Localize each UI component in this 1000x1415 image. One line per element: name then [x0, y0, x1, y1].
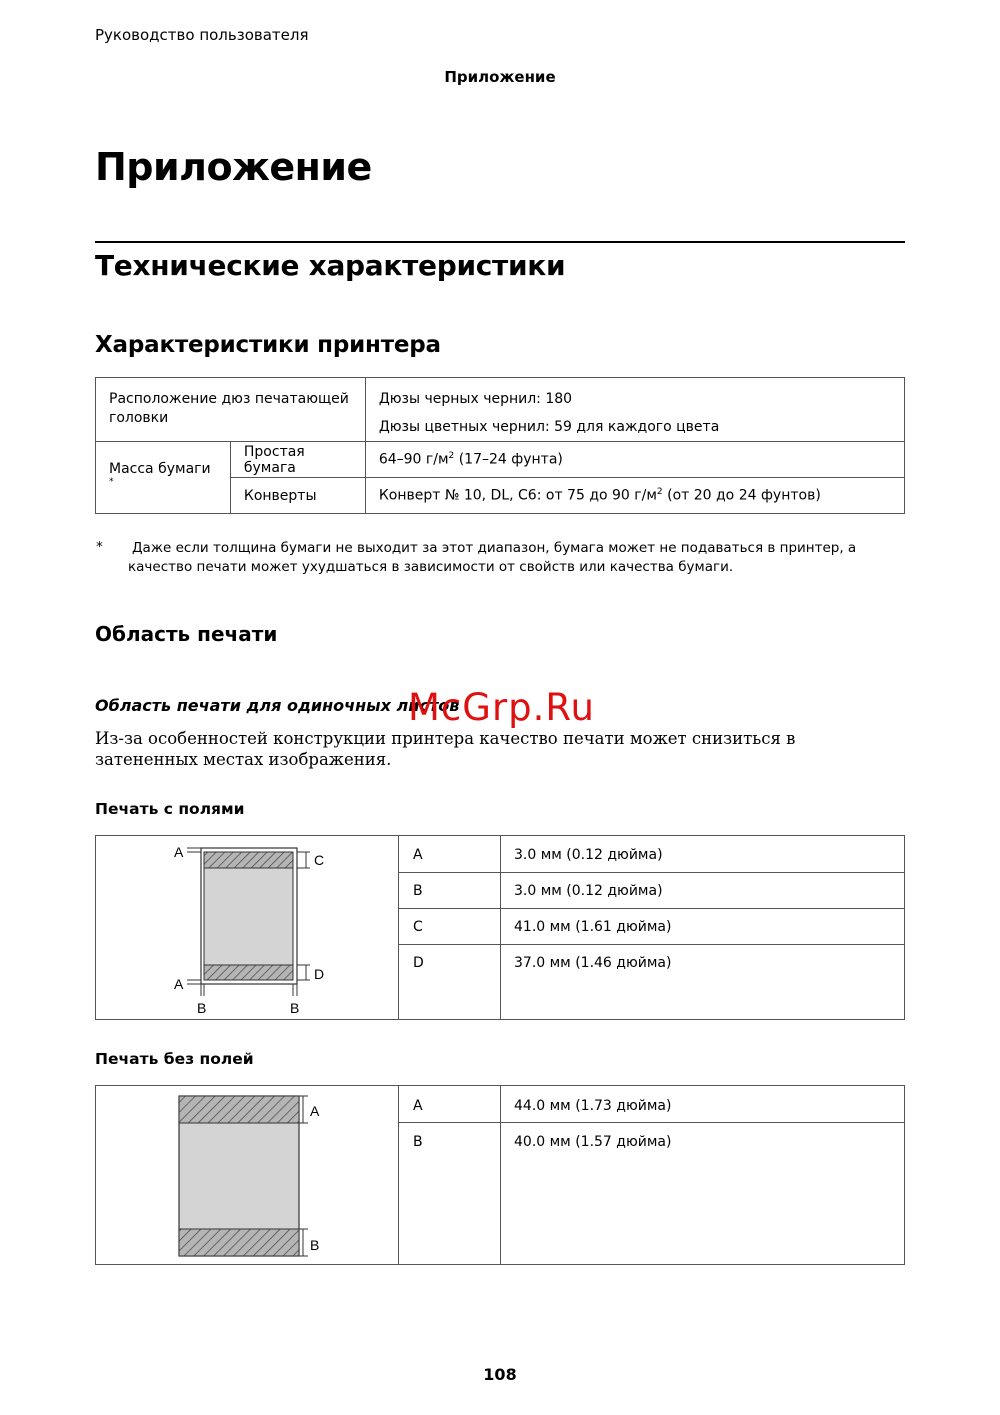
envelope-value-rest: (от 20 до 24 фунтов)	[662, 487, 821, 504]
watermark: McGrp.Ru	[408, 686, 595, 729]
envelope-label-cell	[230, 478, 365, 514]
row-a-value: 3.0 мм (0.12 дюйма)	[514, 847, 663, 863]
row-b-key: B	[413, 1134, 423, 1150]
table-divider	[500, 1086, 501, 1264]
envelope-value-cell	[365, 478, 904, 514]
printer-spec-table	[95, 377, 905, 514]
label-b-left: B	[197, 1000, 207, 1016]
table-divider	[500, 836, 501, 1019]
footnote-mark: *	[96, 539, 103, 555]
chapter-title: Приложение	[95, 145, 372, 189]
nozzle-values-cell	[365, 378, 904, 442]
borderless-title: Печать без полей	[95, 1050, 254, 1068]
paper-weight-label-cell	[96, 442, 231, 514]
plain-paper-label: Простая бумага	[243, 443, 305, 476]
plain-paper-unit-sup: 2	[448, 451, 455, 462]
table-divider	[399, 944, 905, 945]
section-header: Приложение	[444, 68, 556, 86]
row-a-key: A	[413, 1098, 423, 1114]
section-title: Технические характеристики	[95, 249, 566, 282]
heading-rule	[95, 241, 905, 243]
with-margins-title: Печать с полями	[95, 800, 245, 818]
label-b-right: B	[290, 1000, 300, 1016]
row-a-value: 44.0 мм (1.73 дюйма)	[514, 1098, 672, 1114]
running-title: Руководство пользователя	[95, 26, 309, 44]
subsection-title: Характеристики принтера	[95, 332, 441, 358]
table-divider	[399, 872, 905, 873]
table-divider	[399, 908, 905, 909]
nozzle-black: Дюзы черных чернил: 180	[378, 391, 573, 407]
label-a-top: A	[174, 844, 184, 860]
single-sheets-title: Область печати для одиночных листов	[95, 696, 460, 715]
printable-area	[204, 852, 293, 980]
envelope-value: Конверт № 10, DL, C6: от 75 до 90 г/м	[378, 487, 657, 504]
paper-weight-label: Масса бумаги	[109, 461, 211, 478]
envelope-label: Конверты	[243, 487, 317, 504]
print-area-title: Область печати	[95, 622, 278, 646]
bottom-shaded-area	[179, 1229, 299, 1256]
footnote-text: Даже если толщина бумаги не выходит за этот диапазон, бумага может не подаваться в принтер, а качество печати может ухудшаться в зависимости от свойств или качества бумаги.	[128, 540, 857, 575]
envelope-unit-sup: 2	[656, 487, 663, 498]
table-divider	[398, 1086, 399, 1264]
label-d: D	[314, 966, 325, 982]
label-a-bottom: A	[174, 976, 184, 992]
row-b-value: 40.0 мм (1.57 дюйма)	[514, 1134, 672, 1150]
label-a: A	[310, 1103, 320, 1119]
plain-paper-value-cell	[365, 442, 904, 478]
row-d-value: 37.0 мм (1.46 дюйма)	[514, 955, 672, 971]
paper-weight-footnote-mark: *	[109, 477, 114, 488]
bottom-shaded-area	[204, 965, 293, 980]
row-c-key: C	[413, 919, 423, 935]
row-d-key: D	[413, 955, 424, 971]
plain-paper-label-cell	[230, 442, 365, 478]
nozzle-label-cell	[96, 378, 366, 442]
page-number: 108	[483, 1365, 517, 1384]
top-shaded-area	[179, 1096, 299, 1123]
table-divider	[398, 836, 399, 1019]
row-a-key: A	[413, 847, 423, 863]
nozzle-label: Расположение дюз печатающей головки	[109, 391, 349, 426]
with-margins-diagram	[96, 836, 396, 1019]
borderless-diagram	[96, 1086, 396, 1264]
label-c: C	[314, 852, 325, 868]
with-margins-table	[95, 835, 905, 1020]
print-quality-note: Из-за особенностей конструкции принтера качество печати может снизиться в затененных местах изображения.	[95, 729, 796, 769]
plain-paper-value-rest: (17–24 фунта)	[454, 451, 563, 468]
label-b: B	[310, 1237, 320, 1253]
top-shaded-area	[204, 852, 293, 868]
row-b-key: B	[413, 883, 423, 899]
row-b-value: 3.0 мм (0.12 дюйма)	[514, 883, 663, 899]
borderless-table	[95, 1085, 905, 1265]
table-divider	[399, 1122, 905, 1123]
nozzle-color: Дюзы цветных чернил: 59 для каждого цвета	[378, 419, 720, 435]
plain-paper-value: 64–90 г/м	[378, 451, 449, 468]
row-c-value: 41.0 мм (1.61 дюйма)	[514, 919, 672, 935]
